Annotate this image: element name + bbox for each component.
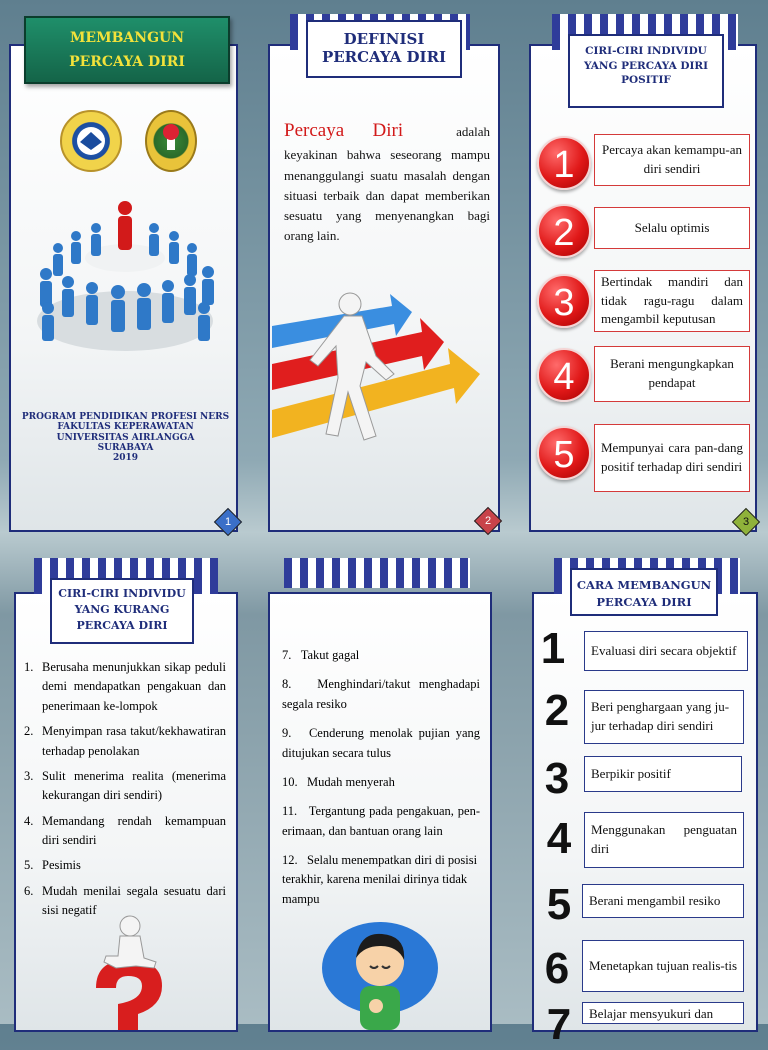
- step-number: 7: [546, 1000, 572, 1049]
- trait-number-circle: 2: [537, 204, 591, 258]
- step-number: 6: [544, 944, 570, 993]
- trait-box: Percaya akan kemampu-an diri sendiri: [594, 134, 750, 186]
- definition-term: Percaya Diri: [284, 120, 404, 141]
- page-number-badge: 1: [214, 508, 242, 536]
- step-box: Berani mengambil resiko: [582, 884, 744, 918]
- list-item: 11. Tergantung pada pengakuan, pen-erimaan, dan bantuan orang lain: [282, 804, 480, 838]
- low-confidence-header: [50, 578, 194, 644]
- step-number: 5: [546, 880, 572, 929]
- step-box: Menggunakan penguatan diri: [584, 812, 744, 868]
- header-line-2: YANG KURANG: [74, 602, 170, 616]
- definition-start: adalah: [456, 124, 490, 139]
- header-line-1: CIRI-CIRI INDIVIDU: [58, 587, 186, 600]
- list-item: 3. Sulit menerima realita (menerima kekurangan diri sendiri): [24, 768, 226, 803]
- trait-box: Berani mengungkapkan pendapat: [594, 346, 750, 402]
- institution-line: PROGRAM PENDIDIKAN PROFESI NERS: [21, 412, 230, 422]
- page-number-badge: 2: [474, 507, 502, 535]
- definition-text: [284, 116, 490, 246]
- list-item: 1. Berusaha menunjukkan sikap peduli demi mendapatkan pengakuan dan penerimaan ke-lompok: [24, 660, 226, 713]
- list-item: 4. Memandang rendah kemampuan diri sendiri: [24, 813, 226, 847]
- step-box: Belajar mensyukuri dan: [582, 1002, 744, 1024]
- step-box: Menetapkan tujuan realis-tis: [582, 940, 744, 992]
- header-line-2: YANG PERCAYA DIRI: [583, 59, 709, 72]
- trait-box: Bertindak mandiri dan tidak ragu-ragu dalam mengambil keputusan: [594, 270, 750, 332]
- trait-box: Mempunyai cara pan-dang positif terhadap diri sendiri: [594, 424, 750, 492]
- trait-box: Selalu optimis: [594, 207, 750, 249]
- header-line-3: PERCAYA DIRI: [76, 618, 168, 632]
- trait-number-circle: 1: [537, 136, 591, 190]
- building-confidence-header: [570, 568, 718, 616]
- list-item: 2. Menyimpan rasa takut/kekhawatiran terhadap penolakan: [24, 724, 226, 758]
- panel-low-confidence-continued: [268, 592, 492, 1032]
- list-item: 6. Mudah menilai segala sesuatu dari sisi negatif: [24, 883, 226, 918]
- banner-line-1: MEMBANGUN: [69, 30, 185, 46]
- list-item: 10. Mudah menyerah: [282, 774, 395, 789]
- step-number: 2: [544, 686, 570, 735]
- page-number-badge: 3: [732, 508, 760, 536]
- institution-line: UNIVERSITAS AIRLANGGA: [56, 432, 195, 443]
- step-number: 4: [546, 814, 572, 863]
- institution-block: [11, 412, 238, 464]
- header-line-1: CARA MEMBANGUN: [576, 578, 712, 592]
- list-item: 8. Menghindari/takut menghadapi segala resiko: [282, 677, 480, 711]
- header-line-2: PERCAYA DIRI: [321, 48, 447, 66]
- institution-line: FAKULTAS KEPERAWATAN: [57, 422, 194, 433]
- logo-tree-icon: [147, 112, 195, 170]
- institution-line: 2019: [112, 453, 139, 464]
- institution-line: SURABAYA: [97, 443, 154, 454]
- hospital-logo: [145, 110, 197, 172]
- university-logo: [60, 110, 122, 172]
- step-number: 1: [540, 624, 566, 673]
- arrows-walker-illustration-icon: [272, 286, 484, 454]
- logo-emblem-icon: [62, 112, 120, 170]
- header-line-1: DEFINISI: [343, 30, 425, 48]
- panel-low-confidence-traits: [14, 592, 238, 1032]
- definition-header: [306, 20, 462, 78]
- crowd-illustration-icon: [28, 196, 223, 356]
- question-mark-thinker-illustration-icon: [76, 910, 186, 1032]
- trait-number-circle: 5: [537, 426, 591, 480]
- header-stripes: [284, 558, 470, 588]
- step-number: 3: [544, 754, 570, 803]
- list-item: 5. Pesimis: [24, 858, 81, 873]
- banner-line-2: PERCAYA DIRI: [69, 54, 185, 70]
- list-item: 7. Takut gagal: [282, 648, 360, 662]
- step-box: Evaluasi diri secara objektif: [584, 631, 748, 671]
- header-line-2: PERCAYA DIRI: [596, 595, 692, 610]
- positive-traits-header: [568, 34, 724, 108]
- header-line-1: CIRI-CIRI INDIVIDU: [585, 45, 707, 57]
- step-box: Beri penghargaan yang ju-jur terhadap diri sendiri: [584, 690, 744, 744]
- trait-number-circle: 3: [537, 274, 591, 328]
- low-confidence-list-continued: [282, 646, 480, 919]
- step-box: Berpikir positif: [584, 756, 742, 792]
- list-item: 12. Selalu menempatkan diri di posisi terakhir, karena menilai dirinya tidak mampu: [282, 853, 478, 906]
- list-item: 9. Cenderung menolak pujian yang ditujukan secara tulus: [282, 726, 480, 760]
- cover-banner: [24, 16, 230, 84]
- shy-child-illustration-icon: [320, 918, 440, 1032]
- header-line-3: POSITIF: [621, 74, 671, 87]
- definition-body: keyakinan bahwa seseorang mampu menanggulangi suatu masalah dengan situasi terbaik dan dapat memberikan sesuatu yang menyenangkan bagi orang lain.: [284, 147, 490, 243]
- trait-number-circle: 4: [537, 348, 591, 402]
- low-confidence-list: [24, 658, 226, 927]
